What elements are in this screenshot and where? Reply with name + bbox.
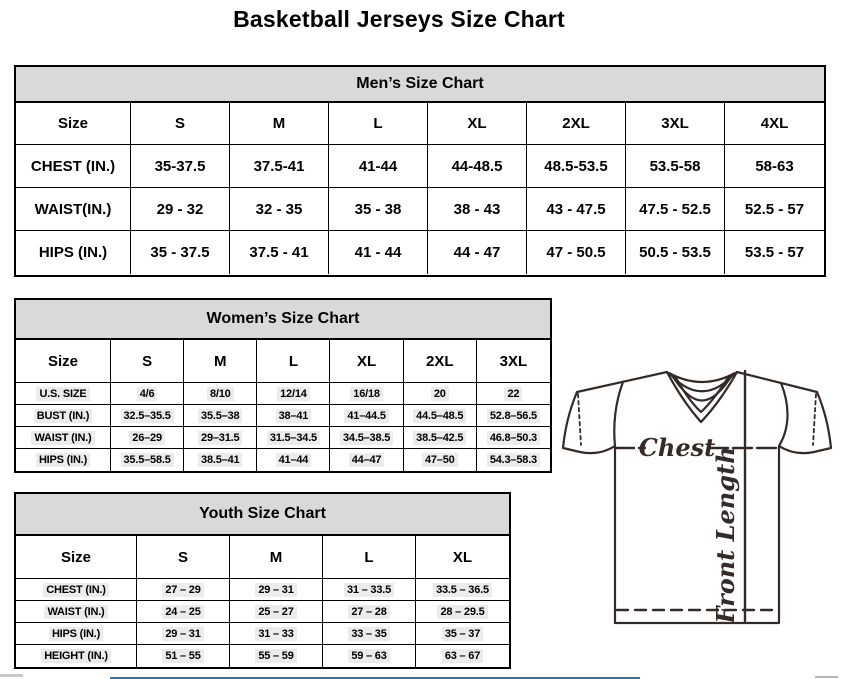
youth-waist-row	[16, 601, 509, 623]
row-label: U.S. SIZE	[16, 383, 111, 404]
size-value: 47.5 - 52.5	[626, 188, 725, 230]
size-value: 31 – 33	[230, 623, 323, 644]
size-value: 35.5–38	[184, 405, 257, 426]
size-value: 41-44	[329, 145, 428, 187]
col-header: L	[323, 536, 416, 578]
womens-header-row	[16, 340, 550, 383]
size-value: 37.5 - 41	[230, 231, 329, 274]
size-value: 41–44.5	[330, 405, 403, 426]
col-header: XL	[452, 548, 473, 566]
youth-table-title: Youth Size Chart	[16, 494, 509, 536]
size-value: 52.5 - 57	[744, 200, 805, 218]
size-value: 55 – 59	[230, 645, 323, 667]
size-value: 46.8–50.3	[477, 427, 550, 448]
row-label: WAIST (IN.)	[16, 427, 111, 448]
size-value: 38–41	[257, 405, 330, 426]
size-value: 41–44	[257, 449, 330, 471]
size-value: 8/10	[184, 383, 257, 404]
size-value: 33 – 35	[323, 623, 416, 644]
col-header: M	[184, 340, 257, 382]
youth-height-row	[16, 645, 509, 667]
jersey-cuff-dashes	[813, 394, 816, 445]
size-value: 22	[477, 383, 550, 404]
col-header: 2XL	[404, 340, 477, 382]
size-value: 32.5–35.5	[111, 405, 184, 426]
size-value: 12/14	[257, 383, 330, 404]
size-value: 47–50	[404, 449, 477, 471]
row-label: CHEST (IN.)	[16, 145, 131, 187]
col-header-size: Size	[16, 340, 111, 382]
size-value: 58-63	[755, 157, 794, 175]
size-value: 27 – 29	[137, 579, 230, 600]
size-value: 35 – 37	[416, 623, 509, 644]
womens-hips-row	[16, 449, 550, 471]
col-header-size: Size	[16, 536, 137, 578]
jersey-diagram	[557, 358, 837, 658]
mens-header-row	[16, 103, 824, 145]
womens-bust-row	[16, 405, 550, 427]
col-header: S	[137, 536, 230, 578]
col-header: XL	[330, 340, 403, 382]
size-value: 37.5-41	[230, 145, 329, 187]
col-header: S	[131, 103, 230, 144]
col-header: 3XL	[626, 103, 725, 144]
row-label: CHEST (IN.)	[16, 579, 137, 600]
size-value: 44–47	[330, 449, 403, 471]
size-value: 44 - 47	[428, 231, 527, 274]
size-value: 34.5–38.5	[330, 427, 403, 448]
size-value: 59 – 63	[323, 645, 416, 667]
size-value: 53.5 - 57	[744, 244, 805, 261]
jersey-armhole-seam	[614, 382, 623, 446]
col-header: L	[329, 103, 428, 144]
womens-waist-row	[16, 427, 550, 449]
size-value: 44-48.5	[428, 145, 527, 187]
size-value: 38.5–42.5	[404, 427, 477, 448]
size-value: 26–29	[111, 427, 184, 448]
size-value: 41 - 44	[329, 231, 428, 274]
size-value: 44.5–48.5	[404, 405, 477, 426]
size-value: 28 – 29.5	[416, 601, 509, 622]
mens-waist-row	[16, 188, 824, 231]
row-label: HIPS (IN.)	[16, 449, 111, 471]
size-value: 29 – 31	[230, 579, 323, 600]
jersey-outline	[563, 372, 831, 623]
col-header: M	[230, 103, 329, 144]
size-value: 52.8–56.5	[477, 405, 550, 426]
size-value: 35-37.5	[131, 145, 230, 187]
size-value: 35.5–58.5	[111, 449, 184, 471]
page-title: Basketball Jerseys Size Chart	[233, 6, 565, 32]
size-value: 25 – 27	[230, 601, 323, 622]
bottom-right-gray-bar	[815, 676, 838, 678]
youth-size-chart-table	[14, 492, 511, 669]
size-value: 4/6	[111, 383, 184, 404]
youth-chest-row	[16, 579, 509, 601]
womens-size-chart-table	[14, 298, 552, 473]
womens-table-title: Women’s Size Chart	[16, 300, 550, 340]
jersey-armhole-seam	[779, 383, 788, 446]
size-value: 31 – 33.5	[323, 579, 416, 600]
youth-header-row	[16, 536, 509, 579]
size-value: 31.5–34.5	[257, 427, 330, 448]
size-value: 51 – 55	[137, 645, 230, 667]
row-label: WAIST (IN.)	[16, 601, 137, 622]
jersey-chest-label: Chest	[638, 433, 716, 462]
size-value: 38 - 43	[428, 188, 527, 230]
size-value: 29–31.5	[184, 427, 257, 448]
col-header: S	[111, 340, 184, 382]
size-value: 24 – 25	[137, 601, 230, 622]
jersey-cuff-dashes	[578, 394, 581, 445]
row-label: WAIST(IN.)	[16, 188, 131, 230]
col-header: L	[257, 340, 330, 382]
mens-size-chart-table	[14, 65, 826, 277]
size-value: 38.5–41	[184, 449, 257, 471]
mens-table-title: Men’s Size Chart	[16, 67, 824, 103]
col-header: XL	[428, 103, 527, 144]
size-value: 35 - 38	[329, 188, 428, 230]
size-value: 29 - 32	[131, 188, 230, 230]
size-value: 32 - 35	[230, 188, 329, 230]
size-value: 35 - 37.5	[131, 231, 230, 274]
col-header: 2XL	[527, 103, 626, 144]
size-value: 50.5 - 53.5	[626, 231, 725, 274]
size-value: 16/18	[330, 383, 403, 404]
mens-chest-row	[16, 145, 824, 188]
row-label: HIPS (IN.)	[16, 231, 131, 274]
size-value: 47 - 50.5	[527, 231, 626, 274]
size-value: 63 – 67	[416, 645, 509, 667]
size-value: 29 – 31	[137, 623, 230, 644]
col-header: M	[230, 536, 323, 578]
col-header-size: Size	[16, 103, 131, 144]
col-header: 4XL	[760, 115, 789, 132]
youth-hips-row	[16, 623, 509, 645]
row-label: BUST (IN.)	[16, 405, 111, 426]
col-header: 3XL	[499, 352, 528, 370]
size-value: 20	[404, 383, 477, 404]
row-label: HEIGHT (IN.)	[16, 645, 137, 667]
row-label: HIPS (IN.)	[16, 623, 137, 644]
size-value: 54.3–58.3	[477, 449, 550, 471]
size-value: 43 - 47.5	[527, 188, 626, 230]
size-value: 27 – 28	[323, 601, 416, 622]
mens-hips-row	[16, 231, 824, 274]
size-value: 33.5 – 36.5	[416, 579, 509, 600]
jersey-front-length-label: Front Length	[711, 446, 740, 624]
bottom-left-gray-bar	[0, 674, 23, 677]
womens-ussize-row	[16, 383, 550, 405]
size-value: 48.5-53.5	[527, 145, 626, 187]
size-value: 53.5-58	[626, 145, 725, 187]
